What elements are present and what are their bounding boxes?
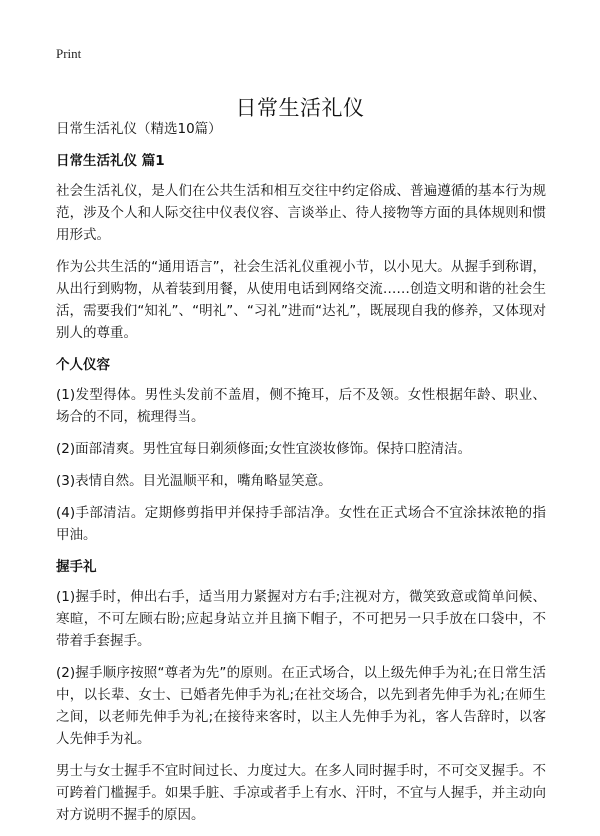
personal-item: (3)表情自然。目光温顺平和，嘴角略显笑意。 <box>56 473 332 489</box>
personal-item: (1)发型得体。男性头发前不盖眉，侧不掩耳，后不及领。女性根据年龄、职业、场合的不同，梳理得当。 <box>56 387 546 425</box>
intro-paragraph: 社会生活礼仪，是人们在公共生活和相互交往中约定俗成、普遍遵循的基本行为规范，涉及个人和人际交往中仪表仪容、言谈举止、待人接物等方面的具体规则和惯用形式。 <box>56 183 546 243</box>
personal-item: (4)手部清洁。定期修剪指甲并保持手部洁净。女性在正式场合不宜涂抹浓艳的指甲油。 <box>56 505 546 543</box>
document-body <box>56 118 546 836</box>
handshake-item: (1)握手时，伸出右手，适当用力紧握对方右手;注视对方，微笑致意或简单问候、寒暄，不可左顾右盼;应起身站立并且摘下帽子，不可把另一只手放在口袋中，不带着手套握手。 <box>56 589 546 649</box>
section-heading-personal-appearance: 个人仪容 <box>56 357 110 373</box>
page-title: 日常生活礼仪 <box>235 96 365 121</box>
document-subtitle: 日常生活礼仪（精选10篇） <box>56 121 222 137</box>
intro-paragraph: 作为公共生活的“通用语言”，社会生活礼仪重视小节，以小见大。从握手到称谓，从出行到购物，从着装到用餐，从使用电话到网络交流……创造文明和谐的社会生活，需要我们“知礼”、“明礼”、“习礼”进而“达礼”，既展现自我的修养，又体现对别人的尊重。 <box>56 259 546 341</box>
handshake-item: (2)握手顺序按照“尊者为先”的原则。在正式场合，以上级先伸手为礼;在日常生活中，以长辈、女士、已婚者先伸手为礼;在社交场合，以先到者先伸手为礼;在师生之间，以老师先伸手为礼;在接待来客时，以主人先伸手为礼，客人告辞时，以客人先伸手为礼。 <box>56 665 546 747</box>
print-link[interactable]: Print <box>56 46 82 61</box>
personal-item: (2)面部清爽。男性宜每日剃须修面;女性宜淡妆修饰。保持口腔清洁。 <box>56 441 472 457</box>
part-heading: 日常生活礼仪 篇1 <box>56 153 165 169</box>
section-heading-handshake: 握手礼 <box>56 559 97 575</box>
handshake-item: 男士与女士握手不宜时间过长、力度过大。在多人同时握手时，不可交叉握手。不可跨着门槛握手。如果手脏、手凉或者手上有水、汗时，不宜与人握手，并主动向对方说明不握手的原因。 <box>56 763 546 823</box>
